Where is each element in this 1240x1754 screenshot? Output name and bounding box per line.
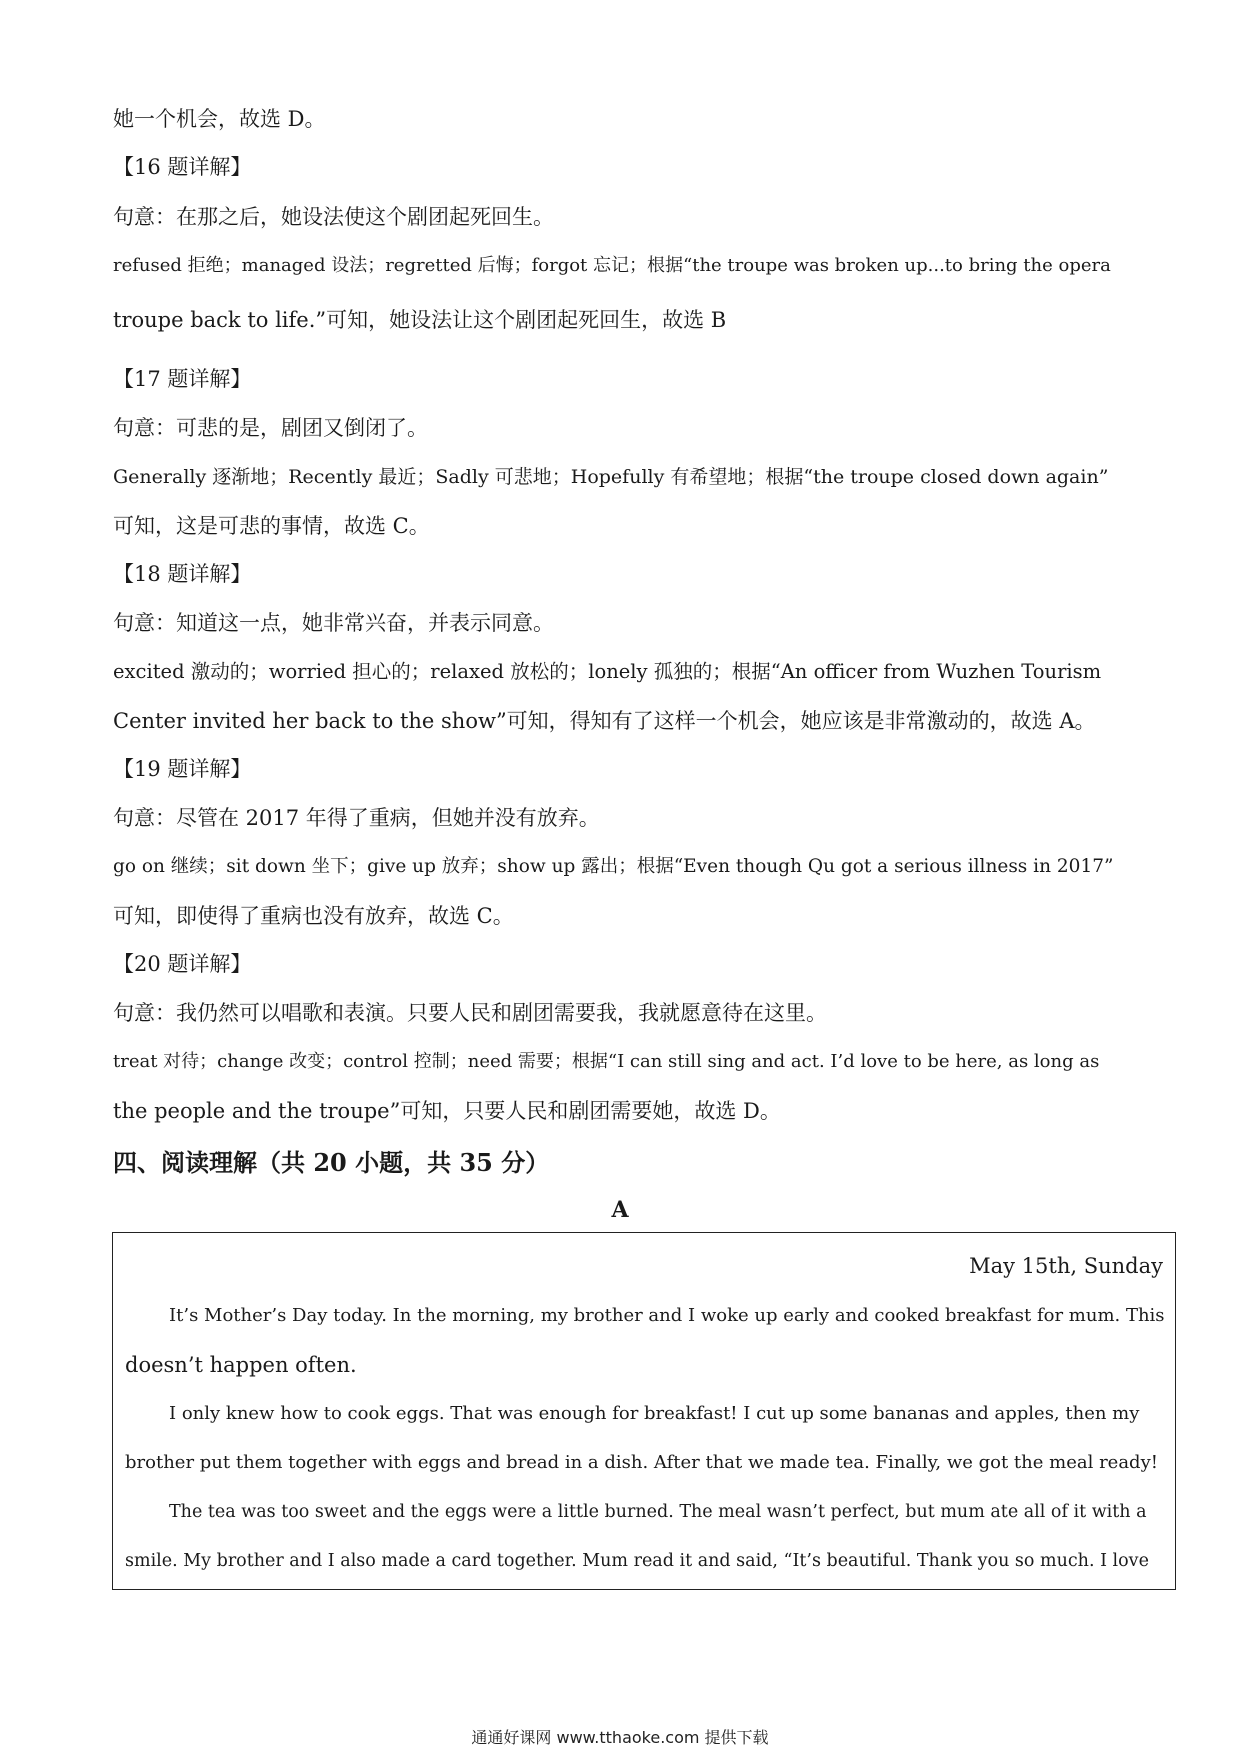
passage-line: The tea was too sweet and the eggs were a little burned. The meal wasn’t perfect, but mum ate all of it with a xyxy=(169,1502,1147,1522)
text-line: Center invited her back to the show”可知，得知有了这样一个机会，她应该是非常激动的，故选 A。 xyxy=(113,709,1096,733)
text-line: troupe back to life.”可知，她设法让这个剧团起死回生，故选 B xyxy=(113,308,727,332)
text-line: excited 激动的；worried 担心的；relaxed 放松的；lonely 孤独的；根据“An officer from Wuzhen Tourism xyxy=(113,660,1102,683)
question-heading: 【16 题详解】 xyxy=(113,155,252,179)
question-heading: 【18 题详解】 xyxy=(113,562,252,586)
text-line: 句意：在那之后，她设法使这个剧团起死回生。 xyxy=(113,205,554,229)
text-line: 句意：尽管在 2017 年得了重病，但她并没有放弃。 xyxy=(113,806,600,830)
passage-line: smile. My brother and I also made a card together. Mum read it and said, “It’s beautiful. Thank you so much. I love xyxy=(125,1551,1149,1571)
text-line: 句意：可悲的是，剧团又倒闭了。 xyxy=(113,416,428,440)
text-line: 她一个机会，故选 D。 xyxy=(113,107,326,131)
text-line: Generally 逐渐地；Recently 最近；Sadly 可悲地；Hopefully 有希望地；根据“the troupe closed down again” xyxy=(113,466,1109,488)
question-heading: 【20 题详解】 xyxy=(113,952,252,976)
passage-line: brother put them together with eggs and bread in a dish. After that we made tea. Finally, we got the meal ready! xyxy=(125,1452,1158,1473)
passage-line: doesn’t happen often. xyxy=(125,1353,357,1377)
text-line: 句意：知道这一点，她非常兴奋，并表示同意。 xyxy=(113,611,554,635)
question-heading: 【19 题详解】 xyxy=(113,757,252,781)
text-line: 句意：我仍然可以唱歌和表演。只要人民和剧团需要我，我就愿意待在这里。 xyxy=(113,1001,827,1025)
section-title: 四、阅读理解（共 20 小题，共 35 分） xyxy=(113,1148,550,1177)
passage-line: It’s Mother’s Day today. In the morning, my brother and I woke up early and cooked breakfast for mum. This xyxy=(169,1305,1165,1326)
passage-date: May 15th, Sunday xyxy=(969,1254,1163,1278)
text-line: 可知，即使得了重病也没有放弃，故选 C。 xyxy=(113,904,514,928)
passage-box xyxy=(112,1232,1176,1590)
passage-line: I only knew how to cook eggs. That was enough for breakfast! I cut up some bananas and apples, then my xyxy=(169,1403,1140,1424)
text-line: refused 拒绝；managed 设法；regretted 后悔；forgot 忘记；根据“the troupe was broken up...to bring the opera xyxy=(113,255,1111,276)
text-line: treat 对待；change 改变；control 控制；need 需要；根据“I can still sing and act. I’d love to be here, as long as xyxy=(113,1051,1100,1072)
page-footer: 通通好课网 www.tthaoke.com 提供下载 xyxy=(471,1728,769,1747)
text-line: 可知，这是可悲的事情，故选 C。 xyxy=(113,514,430,538)
text-line: the people and the troupe”可知，只要人民和剧团需要她，故选 D。 xyxy=(113,1099,781,1123)
text-line: go on 继续；sit down 坐下；give up 放弃；show up 露出；根据“Even though Qu got a serious illness in 2017” xyxy=(113,856,1114,877)
passage-label: A xyxy=(611,1197,629,1223)
question-heading: 【17 题详解】 xyxy=(113,367,252,391)
